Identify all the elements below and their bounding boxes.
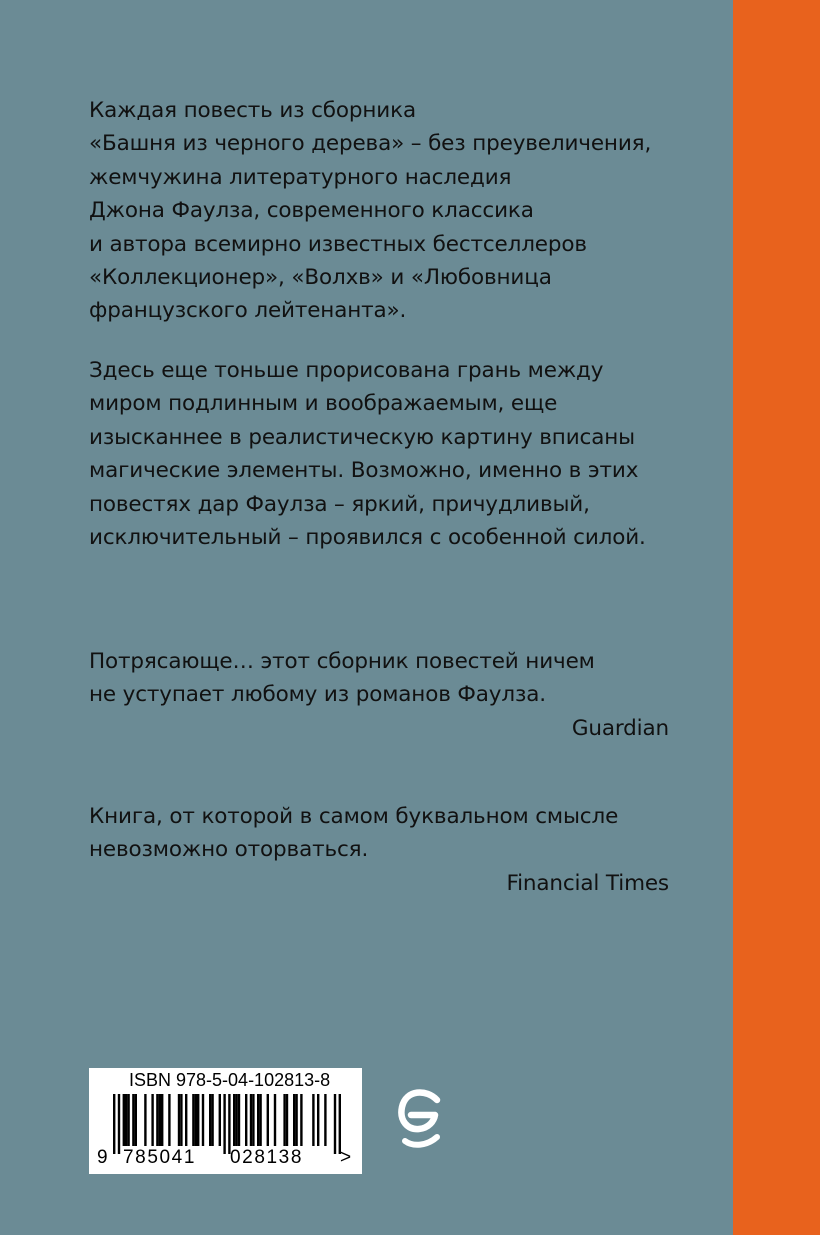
barcode-bar	[197, 1094, 199, 1146]
barcode-bar	[202, 1094, 204, 1146]
barcode-bar	[161, 1094, 163, 1146]
barcode-bar	[259, 1094, 261, 1146]
barcode-bar	[151, 1094, 153, 1146]
barcode-first-digit: 9	[97, 1147, 108, 1168]
barcode-bar	[223, 1094, 225, 1154]
blurb-line: исключительный – проявился с особенной силой.	[89, 525, 646, 551]
barcode-bar	[211, 1094, 213, 1146]
blurb-line: Здесь еще тоньше прорисована грань между	[89, 358, 604, 383]
blurb-line: Джона Фаулза, современного классика	[89, 198, 534, 224]
barcode-bar	[252, 1094, 254, 1146]
barcode-bar	[257, 1094, 259, 1146]
blurb-line: и автора всемирно известных бестселлеров	[89, 231, 587, 257]
barcode-bar	[267, 1094, 269, 1146]
barcode-left-digits: 785041	[123, 1147, 197, 1168]
barcode-bar	[233, 1094, 235, 1146]
barcode-bar	[192, 1094, 194, 1146]
blurb-line: изысканнее в реалистическую картину вписаны	[89, 424, 635, 450]
barcode-bar	[195, 1094, 197, 1146]
blurb-line: «Коллекционер», «Волхв» и «Любовница	[89, 265, 552, 291]
blurb-line: «Башня из черного дерева» – без преувеличения,	[89, 131, 652, 157]
barcode-bar	[235, 1094, 237, 1146]
barcode-bar	[113, 1094, 115, 1154]
blurb-line: Каждая повесть из сборника	[89, 98, 416, 123]
barcode-bar	[339, 1094, 341, 1154]
isbn-barcode-label	[89, 1068, 362, 1174]
barcode-bar	[156, 1094, 158, 1146]
review-source: Financial Times	[506, 870, 669, 896]
barcode-bar	[295, 1094, 297, 1146]
blurb-line: повестях дар Фаулза – яркий, причудливый,	[89, 491, 590, 517]
barcode-bar	[250, 1094, 252, 1146]
barcode-bar	[238, 1094, 240, 1146]
blurb-line: магические элементы. Возможно, именно в этих	[89, 458, 639, 484]
barcode-bar	[132, 1094, 134, 1146]
barcode-quiet-zone-mark: >	[340, 1147, 352, 1168]
barcode-bar	[123, 1094, 125, 1146]
barcode-bar	[127, 1094, 129, 1146]
barcode-bar	[293, 1094, 295, 1146]
barcode-bar	[168, 1094, 170, 1146]
barcode-bar	[209, 1094, 211, 1146]
orange-edge-stripe	[733, 0, 820, 1235]
barcode-bar	[178, 1094, 180, 1146]
barcode-bar	[283, 1094, 285, 1146]
review-source: Guardian	[571, 715, 669, 741]
barcode-bar	[286, 1094, 288, 1146]
barcode-bar	[324, 1094, 326, 1146]
barcode-bar	[317, 1094, 319, 1146]
review-quote-1	[89, 645, 669, 745]
eksmo-logo-icon	[397, 1083, 443, 1155]
barcode-bar	[334, 1094, 336, 1154]
blurb-line: миром подлинным и воображаемым, еще	[89, 391, 558, 417]
blurb-paragraph-1	[89, 94, 689, 328]
barcode-bar	[245, 1094, 247, 1146]
review-line: Книга, от которой в самом буквальном смысле	[89, 804, 619, 829]
barcode-bar	[219, 1094, 221, 1146]
barcode-bar	[135, 1094, 137, 1146]
blurb-line: французского лейтенанта».	[89, 298, 407, 324]
barcode-bar	[144, 1094, 146, 1146]
barcode-bar	[312, 1094, 314, 1146]
barcode-bar	[180, 1094, 182, 1146]
barcode-bar	[228, 1094, 230, 1154]
barcode-right-digits: 028138	[230, 1147, 304, 1168]
barcode-bar	[274, 1094, 276, 1146]
barcode-bar	[125, 1094, 127, 1146]
review-line: невозможно оторваться.	[89, 837, 369, 863]
blurb-paragraph-2	[89, 354, 689, 554]
review-line: не уступает любому из романов Фаулза.	[89, 682, 546, 708]
barcode-bar	[159, 1094, 161, 1146]
review-line: Потрясающе… этот сборник повестей ничем	[89, 649, 595, 674]
barcode-bar	[118, 1094, 120, 1154]
blurb-line: жемчужина литературного наследия	[89, 164, 512, 190]
review-quote-2	[89, 800, 669, 900]
barcode-bar	[300, 1094, 302, 1146]
barcode-bar	[185, 1094, 187, 1146]
isbn-number: ISBN 978-5-04-102813-8	[129, 1070, 331, 1090]
barcode-icon	[113, 1094, 341, 1154]
